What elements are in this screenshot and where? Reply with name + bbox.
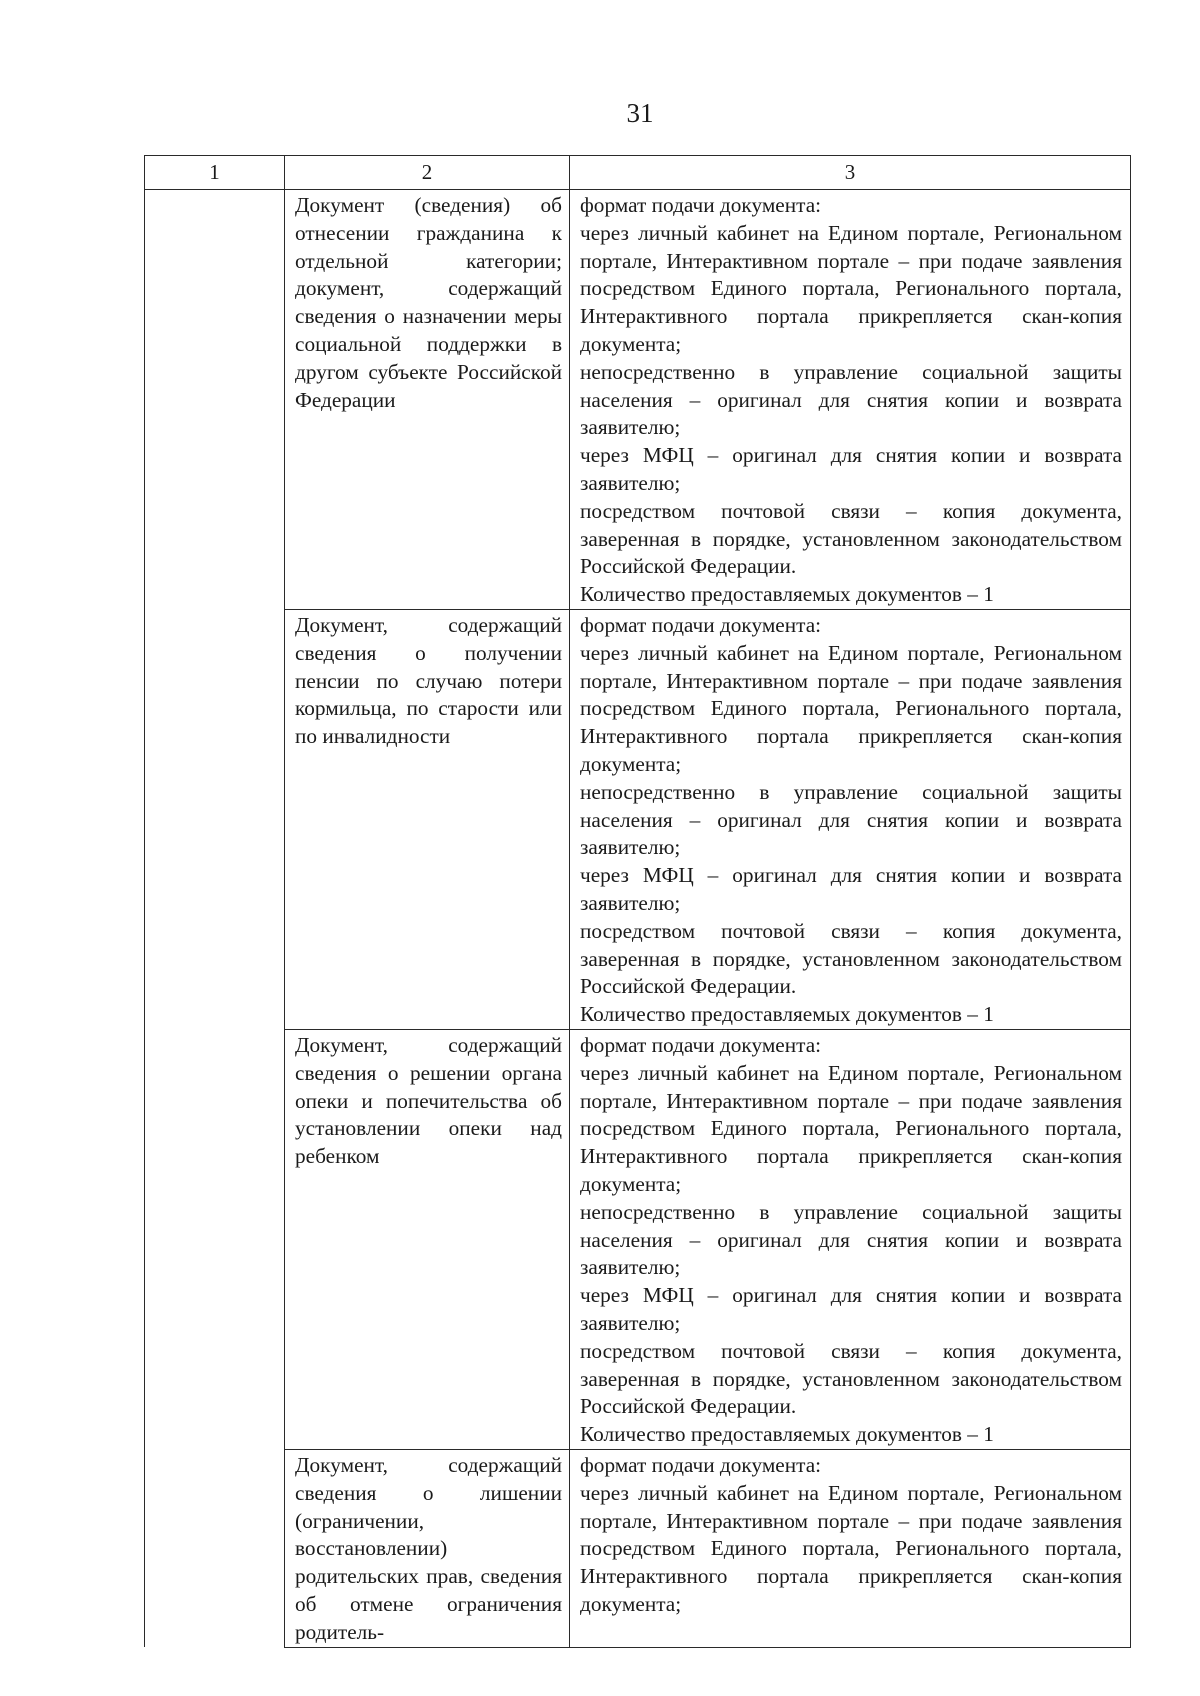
format-line: через личный кабинет на Едином портале, Региональном портале, Интерактивном портале – при подаче заявления посредством Единого портала, Регионального портала, Интерактивного портала прикрепляется скан-копия документа; <box>580 220 1122 356</box>
document-name-cell: Документ, содержащий сведения о лишении (ограничении, восстановлении) родительских прав, сведения об отмене ограничения родитель- <box>285 1449 570 1647</box>
format-line: через МФЦ – оригинал для снятия копии и возврата заявителю; <box>580 443 1122 495</box>
format-line: через личный кабинет на Едином портале, Региональном портале, Интерактивном портале – при подаче заявления посредством Единого портала, Регионального портала, Интерактивного портала прикрепляется скан-копия документа; <box>580 640 1122 776</box>
format-line: непосредственно в управление социальной защиты населения – оригинал для снятия копии и возврата заявителю; <box>580 359 1122 440</box>
format-line: непосредственно в управление социальной защиты населения – оригинал для снятия копии и возврата заявителю; <box>580 1199 1122 1280</box>
document-name-cell: Документ, содержащий сведения о решении органа опеки и попечительства об установлении опеки над ребенком <box>285 1029 570 1449</box>
table-row <box>145 1449 1131 1647</box>
format-line: через личный кабинет на Едином портале, Региональном портале, Интерактивном портале – при подаче заявления посредством Единого портала, Регионального портала, Интерактивного портала прикрепляется скан-копия документа; <box>580 1060 1122 1196</box>
page-number: 31 <box>626 98 654 128</box>
row-number-cell <box>145 1029 285 1449</box>
submission-format-cell <box>570 190 1131 610</box>
format-line: посредством почтовой связи – копия документа, заверенная в порядке, установленном законодательством Российской Федерации. <box>580 1338 1122 1419</box>
documents-table <box>144 155 1131 1648</box>
format-line: посредством почтовой связи – копия документа, заверенная в порядке, установленном законодательством Российской Федерации. <box>580 918 1122 999</box>
table-row <box>145 1029 1131 1449</box>
document-count: Количество предоставляемых документов – 1 <box>580 1422 994 1447</box>
column-header-2: 2 <box>285 156 570 190</box>
document-count: Количество предоставляемых документов – 1 <box>580 1002 994 1027</box>
format-line: через личный кабинет на Едином портале, Региональном портале, Интерактивном портале – при подаче заявления посредством Единого портала, Регионального портала, Интерактивного портала прикрепляется скан-копия документа; <box>580 1480 1122 1616</box>
table-row <box>145 609 1131 1029</box>
format-line: непосредственно в управление социальной защиты населения – оригинал для снятия копии и возврата заявителю; <box>580 779 1122 860</box>
table-row <box>145 190 1131 610</box>
document-name-cell: Документ (сведения) об отнесении гражданина к отдельной категории; документ, содержащий сведения о назначении меры социальной поддержки в другом субъекте Российской Федерации <box>285 190 570 610</box>
document-count: Количество предоставляемых документов – 1 <box>580 582 994 607</box>
row-number-cell <box>145 1449 285 1647</box>
submission-format-cell <box>570 1029 1131 1449</box>
document-name-cell: Документ, содержащий сведения о получении пенсии по случаю потери кормильца, по старости или по инвалидности <box>285 609 570 1029</box>
format-line: посредством почтовой связи – копия документа, заверенная в порядке, установленном законодательством Российской Федерации. <box>580 498 1122 579</box>
row-number-cell <box>145 609 285 1029</box>
format-line: формат подачи документа: <box>580 612 822 637</box>
column-header-3: 3 <box>570 156 1131 190</box>
format-line: через МФЦ – оригинал для снятия копии и возврата заявителю; <box>580 1283 1122 1335</box>
submission-format-cell <box>570 609 1131 1029</box>
format-line: формат подачи документа: <box>580 1452 822 1477</box>
table-header-row <box>145 156 1131 190</box>
format-line: формат подачи документа: <box>580 193 822 217</box>
submission-format-cell <box>570 1449 1131 1647</box>
row-number-cell <box>145 190 285 610</box>
column-header-1: 1 <box>145 156 285 190</box>
format-line: формат подачи документа: <box>580 1032 822 1057</box>
format-line: через МФЦ – оригинал для снятия копии и возврата заявителю; <box>580 863 1122 915</box>
